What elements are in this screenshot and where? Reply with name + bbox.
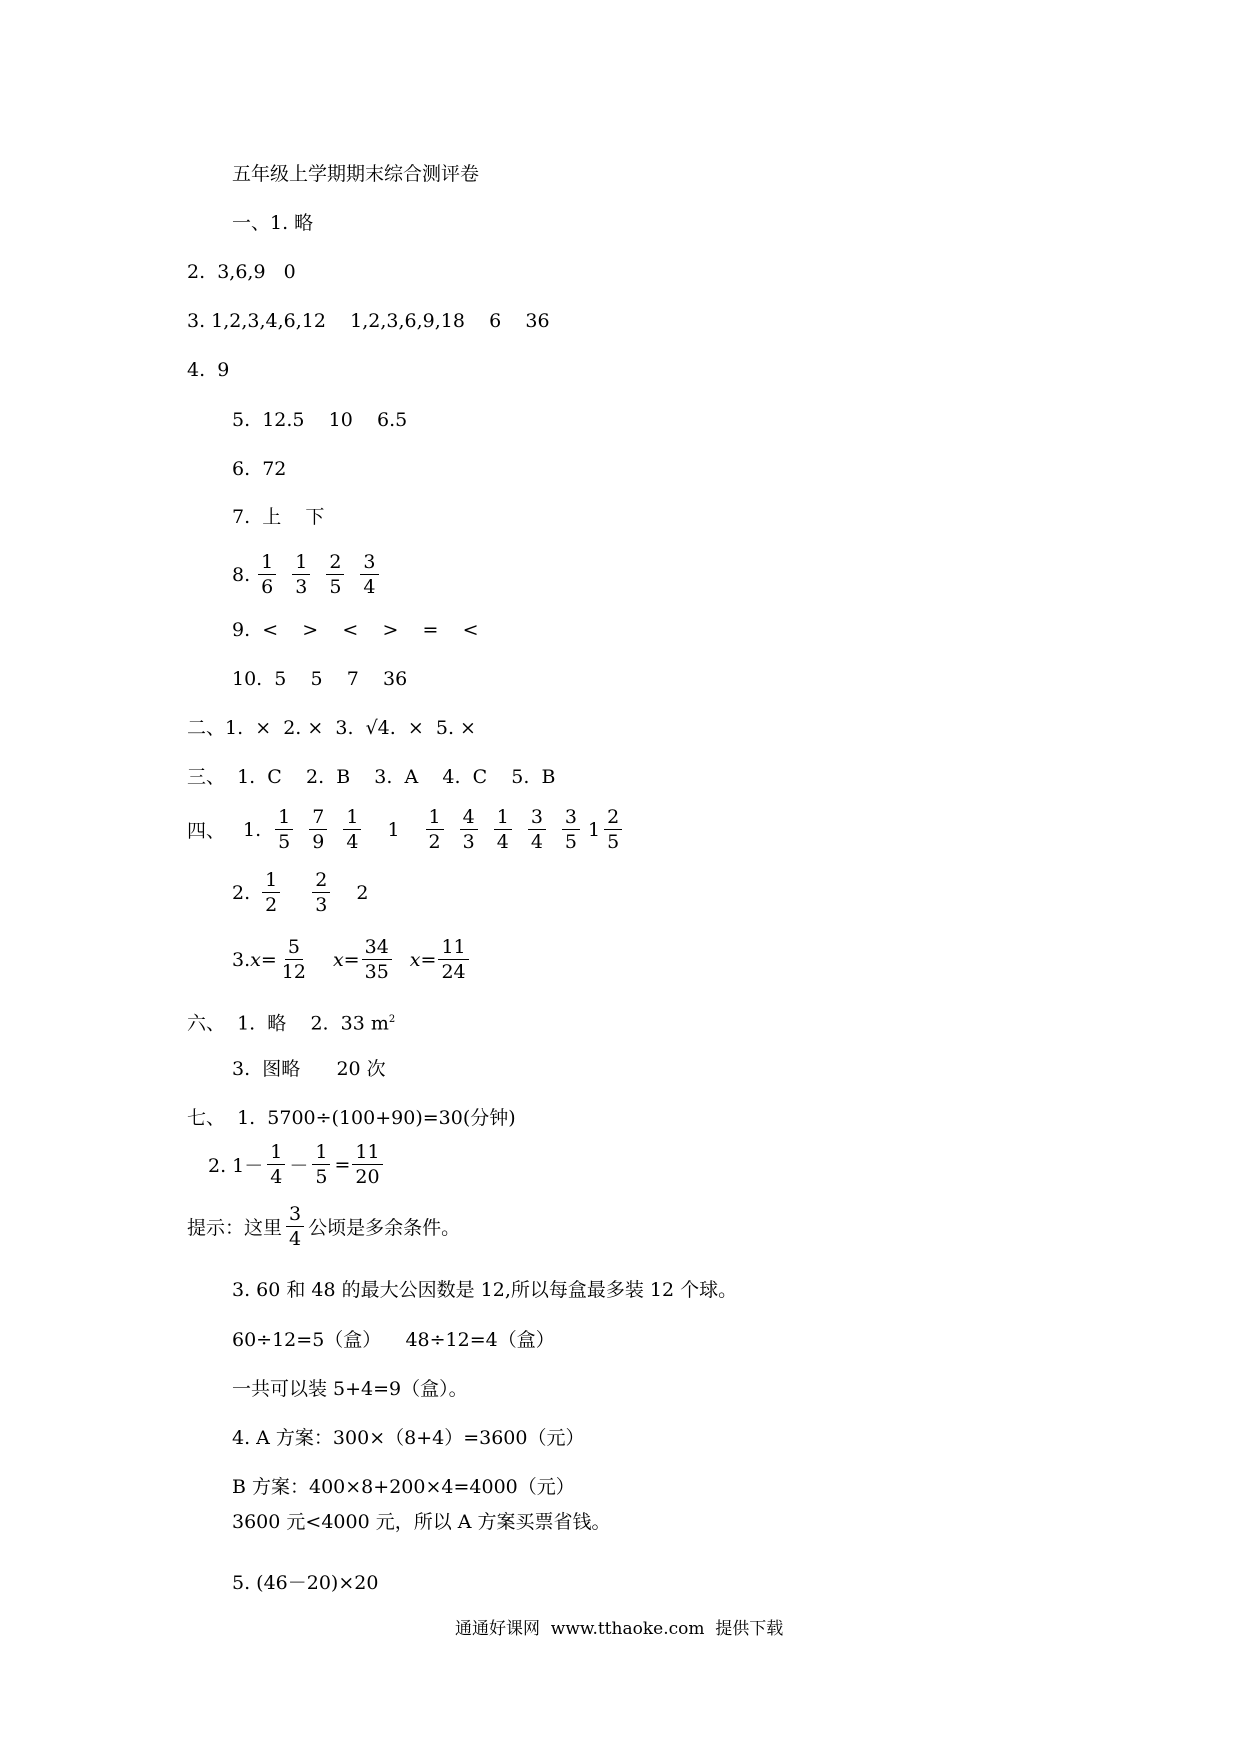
fraction: $\frac{1}{5}$ — [275, 805, 293, 854]
answer-4-1-label: 1. — [243, 818, 262, 841]
answer-4-2 — [232, 868, 368, 917]
answer-1-2: 2. 3,6,9 0 — [187, 261, 296, 283]
answer-1-1: 一、1. 略 — [232, 212, 314, 234]
answer-1-8-label: 8. — [232, 563, 251, 586]
answer-7-4-line3: 3600 元<4000 元，所以 A 方案买票省钱。 — [232, 1511, 611, 1533]
fraction: $\frac{1}{5}$ — [312, 1140, 330, 1189]
footer-source: 通通好课网 www.tthaoke.com 提供下载 — [455, 1619, 784, 1639]
whole-number: 1 — [387, 818, 400, 841]
answer-4-2-label: 2. — [232, 881, 251, 904]
variable-x: x= — [250, 948, 277, 971]
fraction: $\frac{4}{3}$ — [460, 805, 478, 854]
whole-number: 2 — [356, 881, 369, 904]
answer-1-9: 9. < > < > = < — [232, 619, 479, 641]
fraction: $\frac{1}{2}$ — [262, 868, 280, 917]
answer-section-3: 三、 1. C 2. B 3. A 4. C 5. B — [187, 766, 556, 788]
fraction: $\frac{11}{20}$ — [352, 1140, 382, 1189]
answer-7-2 — [208, 1140, 385, 1189]
answer-1-3: 3. 1,2,3,4,6,12 1,2,3,6,9,18 6 36 — [187, 310, 550, 332]
hint-suffix: 公顷是多余条件。 — [308, 1217, 461, 1239]
answer-1-7: 7. 上 下 — [232, 506, 325, 528]
answer-1-10: 10. 5 5 7 36 — [232, 668, 408, 690]
variable-x: x= — [332, 948, 360, 971]
page-title: 五年级上学期期末综合测评卷 — [232, 163, 480, 185]
superscript: 2 — [388, 1014, 396, 1025]
fraction: $\frac{3}{4}$ — [360, 550, 378, 599]
answer-7-3-line2: 60÷12=5（盒） 48÷12=4（盒） — [232, 1329, 555, 1351]
answer-7-4-line2: B 方案：400×8+200×4=4000（元） — [232, 1476, 575, 1498]
fraction: $\frac{3}{4}$ — [286, 1202, 304, 1251]
fraction: $\frac{1}{4}$ — [267, 1140, 285, 1189]
answer-1-4: 4. 9 — [187, 359, 230, 381]
answer-section-2: 二、1. × 2. × 3. √4. × 5. × — [187, 717, 476, 739]
fraction: $\frac{1}{4}$ — [343, 805, 361, 854]
minus-sign: － — [289, 1155, 309, 1177]
answer-4-1 — [187, 805, 630, 854]
fraction: $\frac{2}{5}$ — [604, 805, 622, 854]
answer-7-4-line1: 4. A 方案：300×（8+4）=3600（元） — [232, 1427, 585, 1449]
answer-7-3-line3: 一共可以装 5+4=9（盒）。 — [232, 1378, 468, 1400]
fraction: $\frac{34}{35}$ — [362, 935, 392, 984]
variable-x: x= — [409, 948, 437, 971]
fraction: $\frac{2}{3}$ — [312, 868, 330, 917]
mixed-number-whole: 1 — [588, 818, 601, 841]
answer-4-3 — [232, 935, 477, 984]
fraction: $\frac{1}{3}$ — [292, 550, 310, 599]
answer-1-8 — [232, 550, 387, 599]
answer-1-6: 6. 72 — [232, 458, 287, 480]
answer-7-2-prefix: 2. 1－ — [208, 1155, 264, 1177]
fraction: $\frac{1}{2}$ — [426, 805, 444, 854]
fraction: $\frac{3}{5}$ — [562, 805, 580, 854]
fraction: $\frac{1}{4}$ — [494, 805, 512, 854]
answer-6-1: 六、 1. 略 2. 33 $m^2$ — [187, 1012, 396, 1035]
answer-7-1: 七、 1. 5700÷(100+90)=30(分钟) — [187, 1107, 516, 1129]
fraction: $\frac{3}{4}$ — [528, 805, 546, 854]
hint-prefix: 提示：这里 — [187, 1217, 283, 1239]
answer-6-3: 3. 图略 20 次 — [232, 1058, 386, 1080]
answer-7-3-line1: 3. 60 和 48 的最大公因数是 12,所以每盒最多装 12 个球。 — [232, 1279, 738, 1301]
answer-4-3-label: 3. — [232, 948, 251, 971]
answer-7-5: 5. (46－20)×20 — [232, 1572, 379, 1594]
fraction: $\frac{7}{9}$ — [309, 805, 327, 854]
equals-sign: = — [334, 1153, 351, 1176]
fraction: $\frac{11}{24}$ — [438, 935, 468, 984]
section-4-label: 四、 — [187, 820, 226, 842]
hint — [187, 1202, 460, 1251]
fraction: $\frac{5}{12}$ — [281, 936, 306, 983]
fraction: $\frac{1}{6}$ — [258, 550, 276, 599]
fraction: $\frac{2}{5}$ — [326, 550, 344, 599]
answer-1-5: 5. 12.5 10 6.5 — [232, 409, 408, 431]
